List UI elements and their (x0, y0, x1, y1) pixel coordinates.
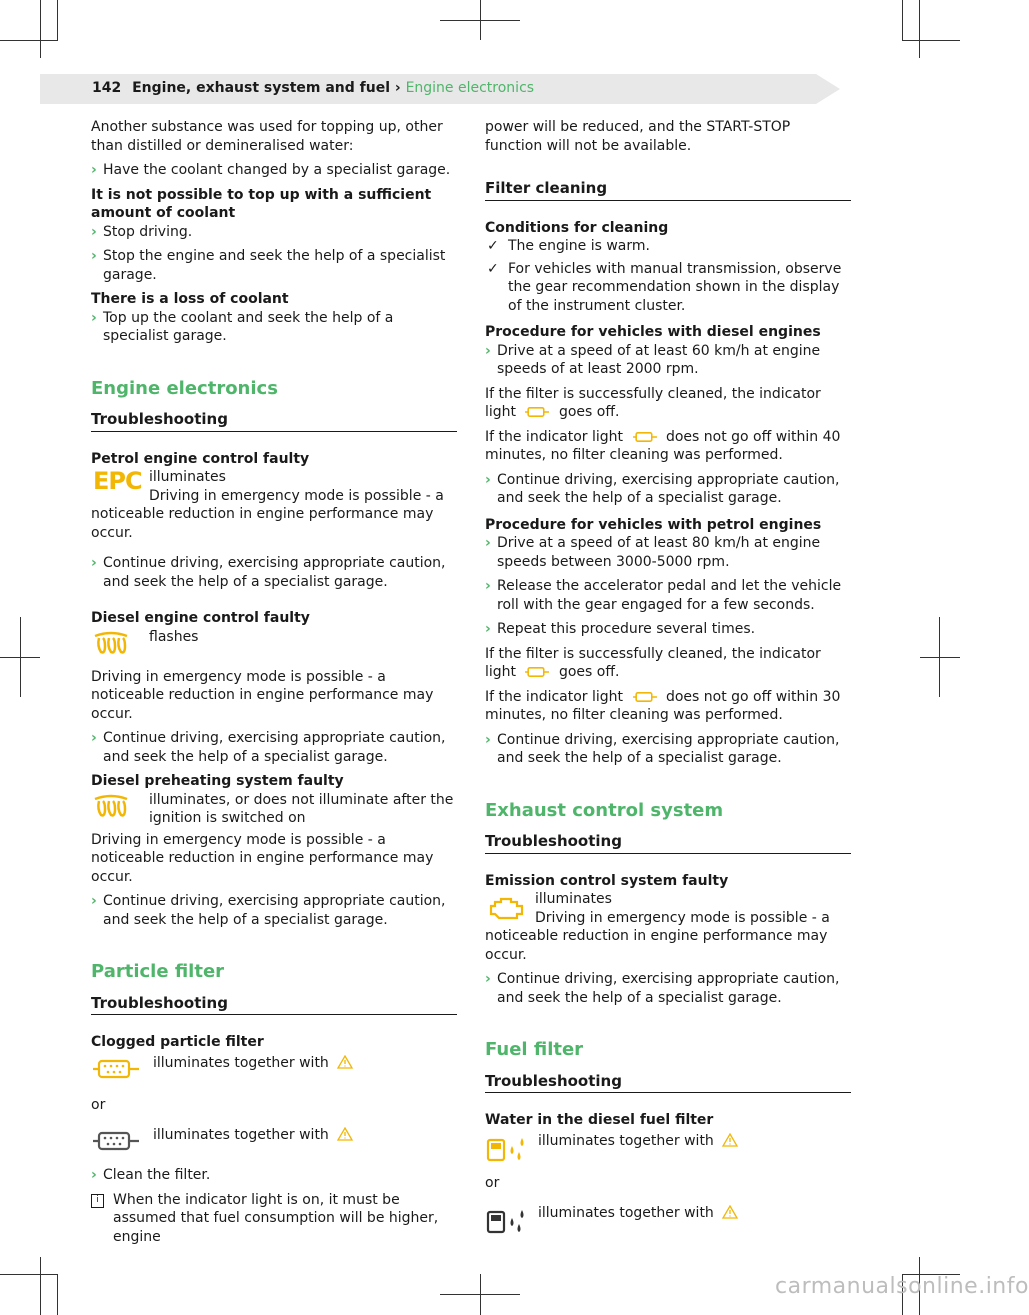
paragraph: or (91, 1096, 106, 1113)
fault-title: Emission control system faulty (485, 872, 729, 889)
fuel-water-icon (485, 1206, 529, 1236)
instruction-text: Continue driving, exercising appropriate caution, and seek the help of a specialist garage. (103, 893, 446, 928)
text-span: goes off. (558, 664, 620, 680)
instruction-text: Stop the engine and seek the help of a specialist garage. (103, 248, 446, 283)
paragraph (485, 645, 851, 682)
instruction-item (91, 729, 457, 766)
condition-text: For vehicles with manual transmission, observe the gear recommendation shown in the display of the instrument cluster. (508, 260, 842, 314)
subsection-heading: Troubleshooting (485, 1072, 851, 1094)
crop-mark (480, 1274, 481, 1315)
info-icon: i (91, 1194, 104, 1208)
instruction-item (485, 471, 851, 508)
paragraph: Driving in emergency mode is possible - a noticeable reduction in engine performance may occur. (91, 831, 434, 885)
engine-check-icon (487, 894, 527, 922)
instruction-text: Have the coolant changed by a specialist garage. (103, 162, 451, 178)
warning-icon (722, 1133, 738, 1147)
instruction-item (485, 534, 851, 571)
subsection-heading: Troubleshooting (91, 994, 457, 1016)
instruction-text: Continue driving, exercising appropriate caution, and seek the help of a specialist garage. (497, 731, 840, 766)
paragraph (485, 428, 851, 465)
crop-mark (480, 0, 481, 40)
fault-title: Water in the diesel fuel filter (485, 1112, 714, 1128)
section-heading: Fuel filter (485, 1039, 584, 1060)
particle-filter-icon (524, 665, 550, 679)
instruction-item (91, 892, 457, 929)
arrow-icon: › (485, 471, 491, 488)
instruction-item (91, 161, 457, 180)
section-heading: Exhaust control system (485, 799, 724, 821)
status-text: illuminates (535, 891, 612, 907)
crop-mark (919, 0, 920, 58)
arrow-icon: › (485, 731, 491, 748)
status-text: illuminates, or does not illuminate after the ignition is switched on (149, 791, 454, 826)
status-description: Driving in emergency mode is possible - a noticeable reduction in engine performance may occur. (485, 909, 830, 963)
left-column (91, 118, 457, 1246)
crop-mark (20, 617, 21, 697)
instruction-item (91, 247, 457, 284)
arrow-icon: › (485, 971, 491, 987)
subheading: It is not possible to top up with a sufficient amount of coolant (91, 186, 432, 221)
instruction-item (91, 1166, 457, 1185)
arrow-icon: › (91, 162, 97, 178)
instruction-text: Drive at a speed of at least 60 km/h at engine speeds of at least 2000 rpm. (497, 342, 821, 377)
fault-status (485, 1204, 851, 1244)
particle-filter-icon (632, 430, 658, 444)
arrow-icon: › (91, 730, 97, 746)
fault-status (485, 890, 851, 964)
status-text: illuminates together with (153, 1054, 329, 1071)
arrow-icon: › (485, 621, 491, 637)
instruction-text: Continue driving, exercising appropriate caution, and seek the help of a specialist garage. (103, 730, 446, 765)
text-span: goes off. (558, 404, 620, 420)
warning-icon (722, 1205, 738, 1219)
crop-mark (57, 1274, 58, 1315)
status-text: illuminates together with (153, 1127, 329, 1143)
subheading: There is a loss of coolant (91, 291, 289, 307)
status-text: illuminates together with (538, 1205, 714, 1221)
arrow-icon: › (485, 342, 491, 359)
section-title: Engine electronics (405, 80, 535, 96)
crop-mark (40, 0, 41, 58)
arrow-icon: › (485, 578, 491, 594)
particle-filter-icon (91, 1056, 141, 1082)
subheading: Conditions for cleaning (485, 219, 669, 236)
crop-mark (0, 1274, 58, 1275)
instruction-text: Release the accelerator pedal and let the vehicle roll with the gear engaged for a few seconds. (497, 578, 842, 613)
chapter-title: Engine, exhaust system and fuel (132, 80, 391, 96)
watermark: carmanualsonline.info (775, 1274, 1029, 1299)
paragraph (485, 688, 851, 725)
crop-mark (57, 0, 58, 40)
subsection-heading: Troubleshooting (91, 410, 457, 432)
warning-icon (337, 1127, 353, 1141)
text-span: If the indicator light (485, 688, 624, 705)
glow-plug-icon (91, 630, 131, 658)
fault-status (91, 791, 457, 831)
text-span: If the filter is successfully cleaned, the indicator light (485, 645, 821, 680)
checkmark-icon: ✓ (487, 260, 499, 277)
instruction-item (91, 309, 457, 346)
instruction-item (485, 970, 851, 1007)
instruction-text: Continue driving, exercising appropriate caution, and seek the help of a specialist garage. (497, 471, 840, 506)
instruction-text: Stop driving. (103, 223, 193, 240)
subsection-heading: Troubleshooting (485, 832, 851, 854)
fault-status (91, 1054, 457, 1094)
page-number: 142 (92, 80, 122, 96)
fault-status (91, 628, 457, 668)
note-text: When the indicator light is on, it must be assumed that fuel consumption will be higher, engine (113, 1191, 439, 1245)
instruction-item (485, 620, 851, 639)
paragraph (485, 385, 851, 422)
right-column (485, 118, 851, 1244)
status-text: flashes (149, 628, 199, 645)
instruction-text: Repeat this procedure several times. (497, 621, 756, 637)
instruction-item (485, 731, 851, 768)
info-note (91, 1191, 457, 1247)
crop-mark (902, 0, 903, 40)
arrow-icon: › (91, 555, 97, 571)
subsection-heading: Filter cleaning (485, 179, 851, 201)
instruction-text: Top up the coolant and seek the help of a specialist garage. (103, 309, 394, 344)
instruction-item (485, 577, 851, 614)
status-description: Driving in emergency mode is possible - a noticeable reduction in engine performance may occur. (91, 487, 444, 541)
particle-filter-icon (91, 1128, 141, 1154)
text-span: If the indicator light (485, 428, 624, 445)
crop-mark (939, 617, 940, 697)
running-header (92, 80, 534, 96)
paragraph: Driving in emergency mode is possible - a noticeable reduction in engine performance may occur. (91, 668, 434, 722)
condition-item (485, 260, 851, 316)
status-text: illuminates (149, 469, 226, 485)
glow-plug-icon (91, 793, 131, 821)
text-span: If the filter is successfully cleaned, the indicator light (485, 385, 821, 420)
breadcrumb-separator: › (394, 80, 401, 96)
crop-mark (902, 40, 960, 41)
instruction-item (91, 554, 457, 591)
instruction-text: Drive at a speed of at least 80 km/h at engine speeds between 3000-5000 rpm. (497, 535, 821, 570)
arrow-icon: › (485, 535, 491, 551)
arrow-icon: › (91, 893, 97, 909)
arrow-icon: › (91, 1167, 97, 1183)
fault-status (485, 1132, 851, 1172)
fault-title: Diesel preheating system faulty (91, 773, 344, 789)
instruction-item (91, 223, 457, 242)
condition-item (485, 237, 851, 256)
crop-mark (920, 657, 960, 658)
warning-icon (337, 1055, 353, 1069)
text-span: does not go off within 30 minutes, no filter cleaning was performed. (485, 688, 841, 723)
subheading: Procedure for vehicles with diesel engines (485, 324, 821, 340)
particle-filter-icon (524, 405, 550, 419)
fault-title: Clogged particle filter (91, 1034, 264, 1050)
fault-status (91, 1126, 457, 1166)
crop-mark (40, 1257, 41, 1315)
paragraph: Another substance was used for topping up, other than distilled or demineralised water: (91, 119, 443, 154)
section-heading: Engine electronics (91, 377, 278, 399)
fuel-water-icon (485, 1134, 529, 1164)
instruction-text: Clean the filter. (103, 1167, 211, 1183)
status-text: illuminates together with (538, 1132, 714, 1149)
paragraph: power will be reduced, and the START-STOP function will not be available. (485, 119, 791, 154)
arrow-icon: › (91, 309, 97, 326)
fault-title: Diesel engine control faulty (91, 610, 310, 626)
arrow-icon: › (91, 248, 97, 264)
crop-mark (0, 40, 58, 41)
epc-icon: EPC (93, 467, 142, 495)
paragraph: or (485, 1174, 500, 1191)
subheading: Procedure for vehicles with petrol engines (485, 516, 822, 533)
instruction-item (485, 342, 851, 379)
section-heading: Particle filter (91, 961, 225, 982)
instruction-text: Continue driving, exercising appropriate caution, and seek the help of a specialist garage. (497, 971, 840, 1006)
condition-text: The engine is warm. (508, 238, 650, 254)
text-span: does not go off within 40 minutes, no filter cleaning was performed. (485, 428, 841, 463)
particle-filter-icon (632, 690, 658, 704)
checkmark-icon: ✓ (487, 238, 499, 254)
arrow-icon: › (91, 223, 97, 240)
fault-status (91, 468, 457, 542)
fault-title: Petrol engine control faulty (91, 450, 310, 467)
instruction-text: Continue driving, exercising appropriate caution, and seek the help of a specialist garage. (103, 555, 446, 590)
